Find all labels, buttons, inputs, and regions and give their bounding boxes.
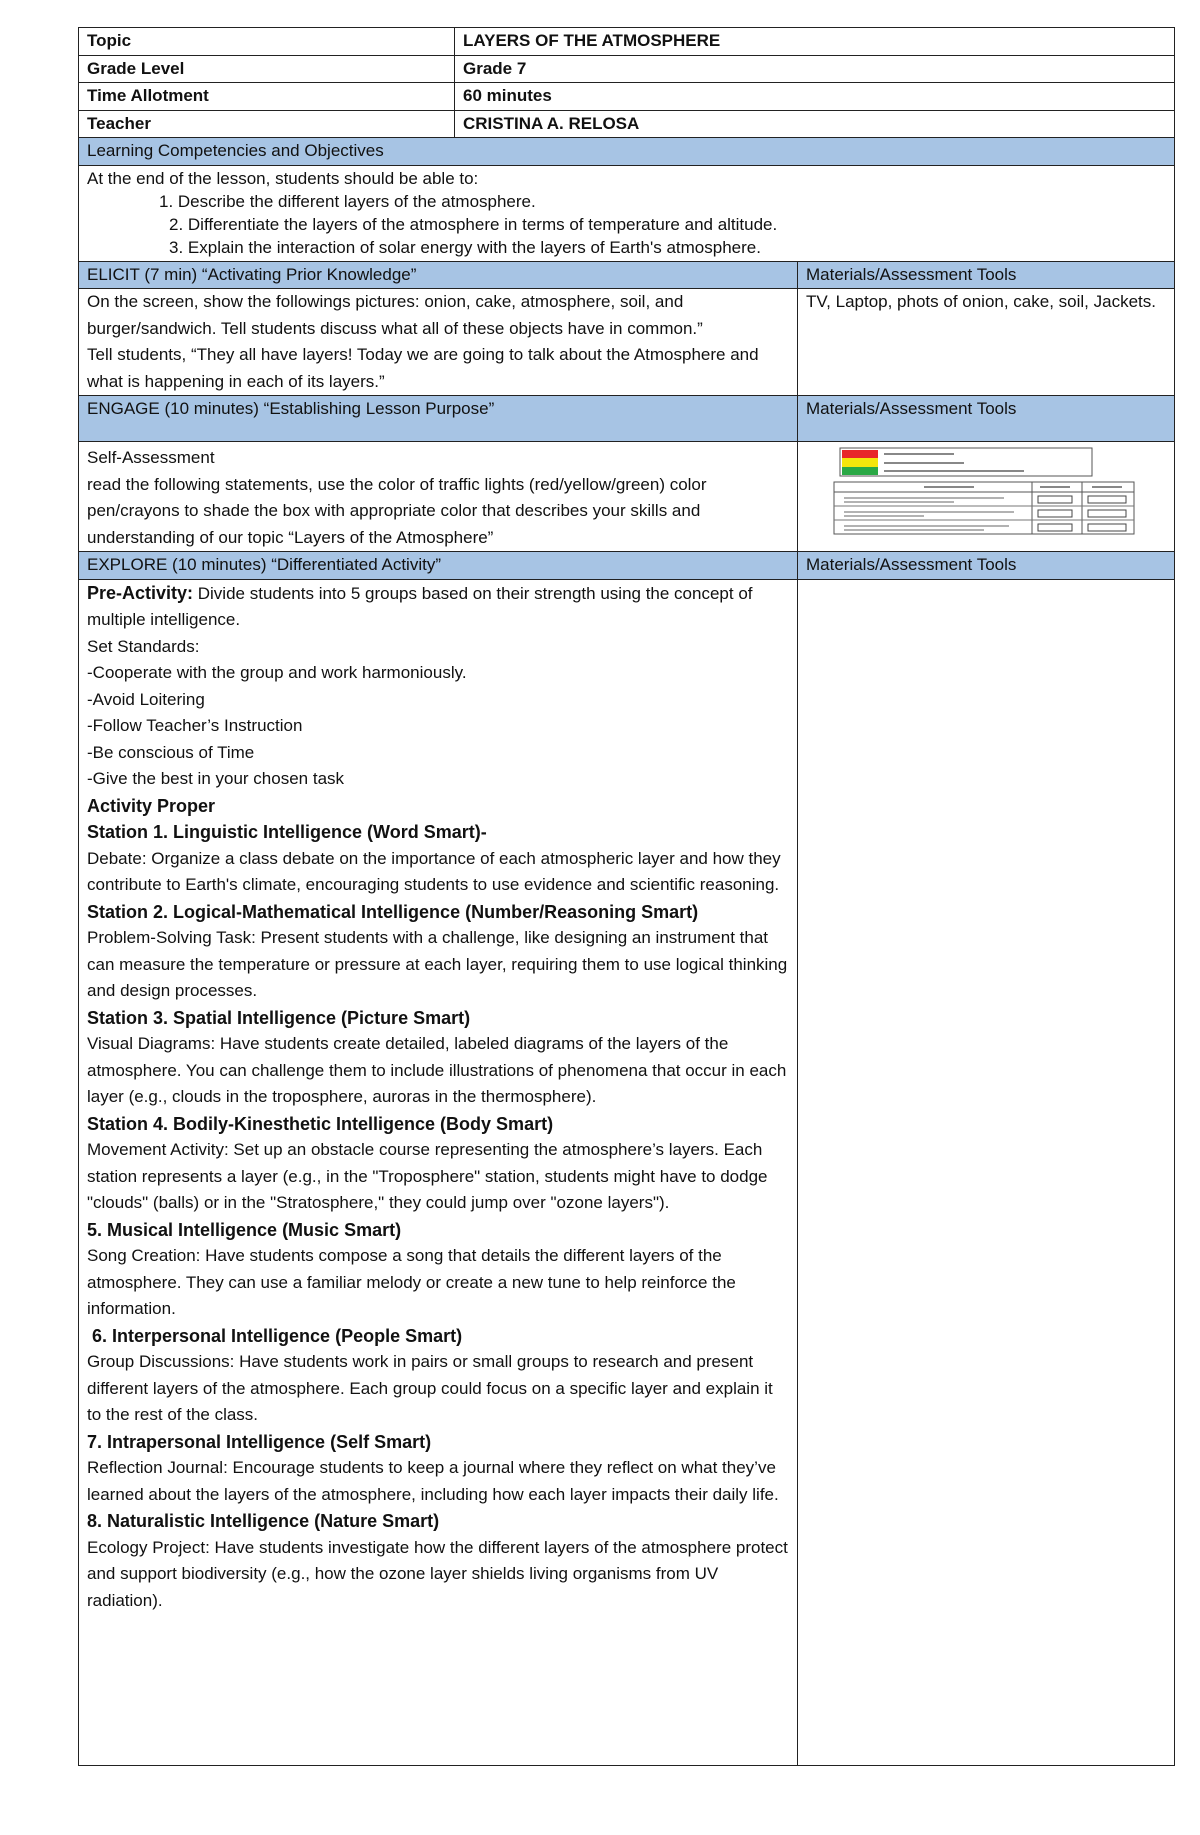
grade-row: [79, 55, 1175, 83]
pre-activity: [87, 580, 789, 634]
station-text: Group Discussions: Have students work in pairs or small groups to research and present different layers of the atmosphere. Each group could focus on a specific layer and explain it to the rest of the class.: [87, 1352, 773, 1424]
explore-materials-header: Materials/Assessment Tools: [798, 552, 1175, 580]
engage-title: Self-Assessment: [87, 448, 215, 467]
time-value: 60 minutes: [455, 83, 1175, 111]
pre-activity-label: Pre-Activity:: [87, 582, 194, 603]
station-text: Song Creation: Have students compose a song that details the different layers of the atmosphere. They can use a familiar melody or create a new tune to help reinforce the information.: [87, 1246, 736, 1318]
teacher-label: Teacher: [79, 110, 455, 138]
station-text: Ecology Project: Have students investigate how the different layers of the atmosphere protect and support biodiversity (e.g., how the ozone layer shields living organisms from UV radiation).: [87, 1537, 788, 1610]
elicit-row: [79, 289, 1175, 396]
explore-header: EXPLORE (10 minutes) “Differentiated Activity”: [79, 552, 798, 580]
time-label: Time Allotment: [79, 83, 455, 111]
teacher-row: [79, 110, 1175, 138]
station-text: Debate: Organize a class debate on the importance of each atmospheric layer and how they contribute to Earth's climate, encouraging students to use evidence and scientific reasoning.: [87, 848, 781, 894]
engage-content: [79, 442, 798, 552]
competencies-header: Learning Competencies and Objectives: [79, 138, 1175, 166]
competencies-cell: [79, 165, 1175, 261]
standard-item: -Give the best in your chosen task: [87, 769, 345, 788]
self-assessment-table-image: [804, 446, 1136, 536]
explore-row: [79, 579, 1175, 1765]
topic-value: LAYERS OF THE ATMOSPHERE: [455, 28, 1175, 56]
explore-content: [79, 579, 798, 1765]
engage-body: read the following statements, use the color of traffic lights (red/yellow/green) color pen/crayons to shade the box with appropriate color that describes your skills and understanding of our topic “Layers of the Atmosphere”: [87, 474, 707, 547]
station-title: Station 2. Logical-Mathematical Intelligence (Number/Reasoning Smart): [87, 901, 699, 922]
station-text: Problem-Solving Task: Present students with a challenge, like designing an instrument that can measure the temperature or pressure at each layer, requiring them to use logical thinking and design processes.: [87, 928, 788, 1000]
time-row: [79, 83, 1175, 111]
lesson-plan-page: [78, 27, 1174, 1766]
station-title: Station 1. Linguistic Intelligence (Word Smart)-: [87, 822, 487, 842]
elicit-content: [79, 289, 798, 396]
standards-title: Set Standards:: [87, 636, 200, 656]
objective-item: 2. Differentiate the layers of the atmosphere in terms of temperature and altitude.: [169, 214, 778, 234]
engage-materials-header: Materials/Assessment Tools: [798, 396, 1175, 442]
standard-item: -Follow Teacher’s Instruction: [87, 716, 303, 735]
engage-materials: [798, 442, 1175, 552]
engage-header: ENGAGE (10 minutes) “Establishing Lesson Purpose”: [79, 396, 798, 442]
station-title: Station 4. Bodily-Kinesthetic Intelligence (Body Smart): [87, 1113, 554, 1134]
elicit-body-2: Tell students, “They all have layers! Today we are going to talk about the Atmosphere and what is happening in each of its layers.”: [87, 345, 759, 391]
standard-item: -Avoid Loitering: [87, 689, 205, 709]
engage-row: [79, 442, 1175, 552]
station-title: 6. Interpersonal Intelligence (People Smart): [87, 1325, 463, 1346]
objective-item: 1. Describe the different layers of the atmosphere.: [159, 191, 536, 211]
station-text: Visual Diagrams: Have students create detailed, labeled diagrams of the layers of the atmosphere. You can challenge them to include illustrations of phenomena that occur in each layer (e.g., clouds in the troposphere, auroras in the thermosphere).: [87, 1034, 787, 1106]
explore-header-row: [79, 552, 1175, 580]
objective-item: 3. Explain the interaction of solar energy with the layers of Earth's atmosphere.: [169, 237, 761, 257]
engage-header-row: [79, 396, 1175, 442]
elicit-materials-header: Materials/Assessment Tools: [798, 261, 1175, 289]
station-title: 7. Intrapersonal Intelligence (Self Smart): [87, 1431, 432, 1452]
station-text: Movement Activity: Set up an obstacle course representing the atmosphere’s layers. Each station represents a layer (e.g., in the "Troposphere" station, students might have to dodge "clouds" (balls) or in the "Stratosphere," they could jump over "ozone layers").: [87, 1140, 768, 1212]
elicit-materials: TV, Laptop, phots of onion, cake, soil, Jackets.: [798, 289, 1175, 396]
explore-materials: [798, 579, 1175, 1765]
elicit-header: ELICIT (7 min) “Activating Prior Knowledge”: [79, 261, 798, 289]
station-title: 8. Naturalistic Intelligence (Nature Smart): [87, 1511, 440, 1531]
station-title: 5. Musical Intelligence (Music Smart): [87, 1219, 402, 1240]
pre-activity-text: Divide students into 5 groups based on their strength using the concept of multiple intelligence.: [87, 583, 753, 629]
lesson-plan-table: [78, 27, 1175, 1766]
topic-label: Topic: [79, 28, 455, 56]
standard-item: -Cooperate with the group and work harmoniously.: [87, 663, 467, 682]
elicit-body-1: On the screen, show the followings pictures: onion, cake, atmosphere, soil, and burger/sandwich. Tell students discuss what all of these objects have in common.”: [87, 292, 703, 338]
grade-label: Grade Level: [79, 55, 455, 83]
green-light-swatch: [842, 467, 878, 475]
station-text: Reflection Journal: Encourage students to keep a journal where they reflect on what they’ve learned about the layers of the atmosphere, including how each layer impacts their daily life.: [87, 1458, 779, 1504]
competencies-row: [79, 165, 1175, 261]
activity-proper-title: Activity Proper: [87, 795, 216, 816]
teacher-value: CRISTINA A. RELOSA: [455, 110, 1175, 138]
topic-row: [79, 28, 1175, 56]
station-title: Station 3. Spatial Intelligence (Picture Smart): [87, 1007, 471, 1028]
yellow-light-swatch: [842, 458, 878, 467]
competencies-intro: At the end of the lesson, students should be able to:: [87, 168, 479, 188]
self-assessment-thumbnail: [804, 446, 1136, 536]
grade-value: Grade 7: [455, 55, 1175, 83]
competencies-header-row: [79, 138, 1175, 166]
red-light-swatch: [842, 450, 878, 458]
elicit-header-row: [79, 261, 1175, 289]
standard-item: -Be conscious of Time: [87, 742, 255, 762]
